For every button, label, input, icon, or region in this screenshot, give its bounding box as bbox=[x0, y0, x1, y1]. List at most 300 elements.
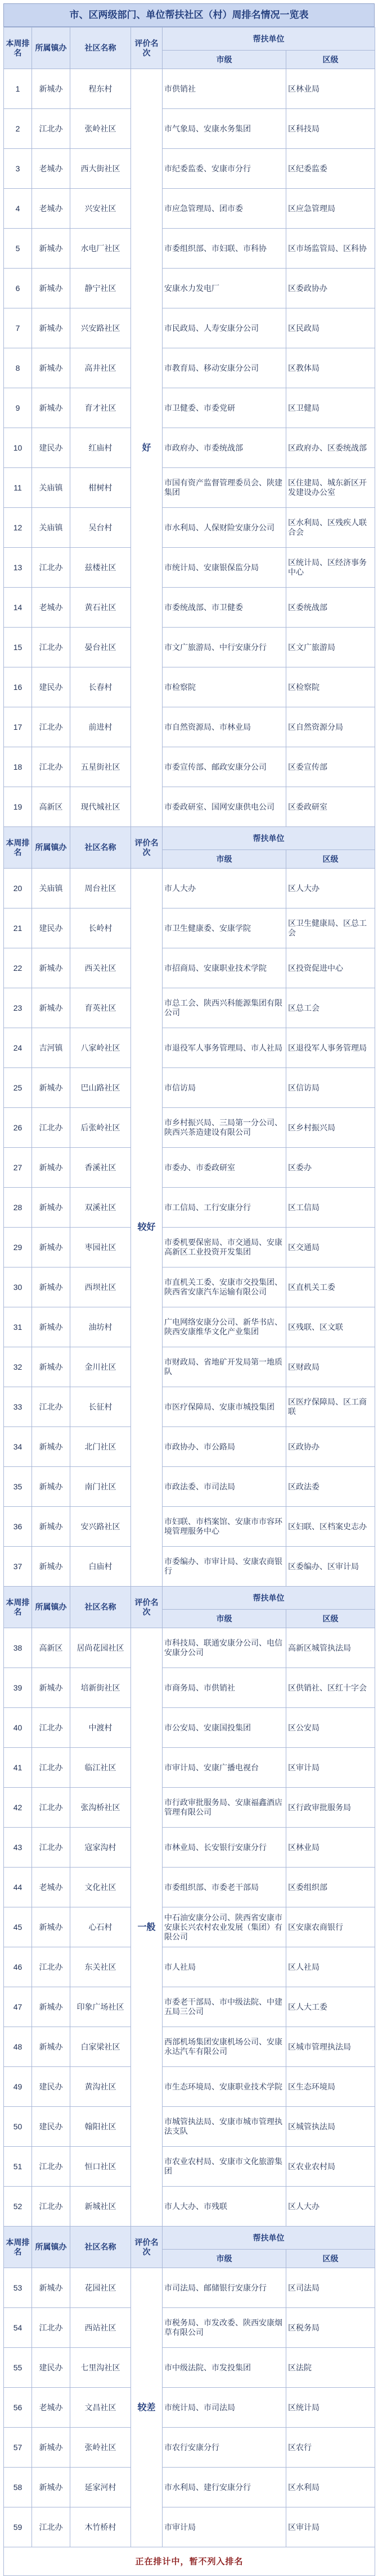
header-rank: 本周排名 bbox=[4, 827, 32, 869]
community-cell: 静宁社区 bbox=[70, 269, 131, 308]
table-row bbox=[4, 869, 375, 908]
community-cell: 油坊村 bbox=[70, 1307, 131, 1347]
town-cell: 关庙镇 bbox=[32, 468, 70, 508]
municipal-unit-cell: 市委组织部、市妇联、市科协 bbox=[163, 229, 286, 269]
table-row bbox=[4, 1507, 375, 1547]
header-help-unit: 帮扶单位 bbox=[163, 28, 375, 51]
municipal-unit-cell: 市民政局、人寿安康分公司 bbox=[163, 308, 286, 348]
district-unit-cell: 区委政协办 bbox=[286, 269, 375, 308]
municipal-unit-cell: 市检察院 bbox=[163, 667, 286, 707]
rank-cell: 7 bbox=[4, 308, 32, 348]
table-row bbox=[4, 109, 375, 149]
district-unit-cell: 区残联、区文联 bbox=[286, 1307, 375, 1347]
town-cell: 高新区 bbox=[32, 1628, 70, 1668]
header-row bbox=[4, 827, 375, 850]
table-row bbox=[4, 348, 375, 388]
header-rank: 本周排名 bbox=[4, 1587, 32, 1628]
municipal-unit-cell: 市政府办、市委统战部 bbox=[163, 428, 286, 468]
table-row bbox=[4, 707, 375, 747]
ranking-table-body bbox=[4, 28, 375, 2576]
header-town: 所属镇办 bbox=[32, 28, 70, 69]
municipal-unit-cell: 市委办、市委政研室 bbox=[163, 1148, 286, 1188]
rank-cell: 34 bbox=[4, 1427, 32, 1467]
district-unit-cell: 区政法委 bbox=[286, 1467, 375, 1507]
town-cell: 新城办 bbox=[32, 2027, 70, 2067]
community-cell: 张岭社区 bbox=[70, 2428, 131, 2468]
community-cell: 吴台村 bbox=[70, 508, 131, 548]
town-cell: 新城办 bbox=[32, 1267, 70, 1307]
table-row bbox=[4, 1307, 375, 1347]
district-unit-cell: 区委编办、区审计局 bbox=[286, 1547, 375, 1587]
district-unit-cell: 区行政审批服务局 bbox=[286, 1788, 375, 1828]
town-cell: 老城办 bbox=[32, 189, 70, 229]
rank-cell: 22 bbox=[4, 948, 32, 988]
district-unit-cell: 区生态环境局 bbox=[286, 2067, 375, 2107]
municipal-unit-cell: 市政法委、市司法局 bbox=[163, 1467, 286, 1507]
town-cell: 江北办 bbox=[32, 747, 70, 787]
page bbox=[3, 3, 375, 2576]
town-cell: 新城办 bbox=[32, 1907, 70, 1947]
community-cell: 西关社区 bbox=[70, 948, 131, 988]
municipal-unit-cell: 市林业局、长安银行安康分行 bbox=[163, 1828, 286, 1868]
table-row bbox=[4, 948, 375, 988]
rank-cell: 5 bbox=[4, 229, 32, 269]
rank-cell: 30 bbox=[4, 1267, 32, 1307]
rank-cell: 55 bbox=[4, 2348, 32, 2388]
rank-cell: 1 bbox=[4, 69, 32, 109]
table-row bbox=[4, 2187, 375, 2227]
municipal-unit-cell: 市生态环境局、安康职业技术学院 bbox=[163, 2067, 286, 2107]
header-district: 区级 bbox=[286, 1610, 375, 1628]
community-cell: 黄石社区 bbox=[70, 588, 131, 628]
municipal-unit-cell: 市卫生健康委、安康学院 bbox=[163, 908, 286, 948]
community-cell: 翰阳社区 bbox=[70, 2107, 131, 2147]
table-row bbox=[4, 2308, 375, 2348]
community-cell: 柑树村 bbox=[70, 468, 131, 508]
municipal-unit-cell: 市人社局 bbox=[163, 1947, 286, 1987]
district-unit-cell: 区委办 bbox=[286, 1148, 375, 1188]
district-unit-cell: 区市场监管局、区科协 bbox=[286, 229, 375, 269]
district-unit-cell: 区投资促进中心 bbox=[286, 948, 375, 988]
district-unit-cell: 区司法局 bbox=[286, 2268, 375, 2308]
district-unit-cell: 区税务局 bbox=[286, 2308, 375, 2348]
town-cell: 新城办 bbox=[32, 1068, 70, 1108]
rank-cell: 36 bbox=[4, 1507, 32, 1547]
municipal-unit-cell: 市财政局、省地矿开发局第一地质队 bbox=[163, 1347, 286, 1387]
district-unit-cell: 区教体局 bbox=[286, 348, 375, 388]
district-unit-cell: 区审计局 bbox=[286, 1748, 375, 1788]
district-unit-cell: 区财政局 bbox=[286, 1347, 375, 1387]
table-row bbox=[4, 1947, 375, 1987]
municipal-unit-cell: 市政协办、市公路局 bbox=[163, 1427, 286, 1467]
district-unit-cell: 区政协办 bbox=[286, 1427, 375, 1467]
table-row bbox=[4, 308, 375, 348]
community-cell: 白家梁社区 bbox=[70, 2027, 131, 2067]
community-cell: 寇家沟村 bbox=[70, 1828, 131, 1868]
town-cell: 江北办 bbox=[32, 2147, 70, 2187]
town-cell: 新城办 bbox=[32, 1307, 70, 1347]
table-row bbox=[4, 1028, 375, 1068]
community-cell: 程东村 bbox=[70, 69, 131, 109]
rank-cell: 17 bbox=[4, 707, 32, 747]
town-cell: 新城办 bbox=[32, 988, 70, 1028]
rank-cell: 49 bbox=[4, 2067, 32, 2107]
municipal-unit-cell: 市信访局 bbox=[163, 1068, 286, 1108]
table-row bbox=[4, 2268, 375, 2308]
district-unit-cell: 区检察院 bbox=[286, 667, 375, 707]
community-cell: 高井社区 bbox=[70, 348, 131, 388]
town-cell: 新城办 bbox=[32, 348, 70, 388]
district-unit-cell: 区水利局 bbox=[286, 2468, 375, 2507]
district-unit-cell: 区供销社、区红十字会 bbox=[286, 1668, 375, 1708]
municipal-unit-cell: 中石油安康分公司、陕西省安康市安康长兴农村农业发展（集团）有限公司 bbox=[163, 1907, 286, 1947]
town-cell: 新城办 bbox=[32, 1547, 70, 1587]
district-unit-cell: 区安康农商银行 bbox=[286, 1907, 375, 1947]
municipal-unit-cell: 市农业农村局、安康市文化旅游集团 bbox=[163, 2147, 286, 2187]
town-cell: 高新区 bbox=[32, 787, 70, 827]
municipal-unit-cell: 市人大办、市残联 bbox=[163, 2187, 286, 2227]
header-municipal: 市级 bbox=[163, 2250, 286, 2268]
table-row bbox=[4, 69, 375, 109]
municipal-unit-cell: 市卫健委、市委党研 bbox=[163, 388, 286, 428]
town-cell: 江北办 bbox=[32, 1708, 70, 1748]
table-row bbox=[4, 2147, 375, 2187]
district-unit-cell: 区水利局、区残疾人联合会 bbox=[286, 508, 375, 548]
rank-cell: 46 bbox=[4, 1947, 32, 1987]
district-unit-cell: 区人社局 bbox=[286, 1947, 375, 1987]
community-cell: 张沟桥社区 bbox=[70, 1788, 131, 1828]
rank-cell: 38 bbox=[4, 1628, 32, 1668]
rank-cell: 23 bbox=[4, 988, 32, 1028]
district-unit-cell: 区民政局 bbox=[286, 308, 375, 348]
rank-cell: 24 bbox=[4, 1028, 32, 1068]
rank-cell: 16 bbox=[4, 667, 32, 707]
rank-cell: 48 bbox=[4, 2027, 32, 2067]
district-unit-cell: 区总工会 bbox=[286, 988, 375, 1028]
header-grade: 评价名次 bbox=[131, 827, 163, 869]
table-row bbox=[4, 1547, 375, 1587]
community-cell: 晏台社区 bbox=[70, 628, 131, 667]
community-cell: 长春村 bbox=[70, 667, 131, 707]
municipal-unit-cell: 市工信局、工行安康分行 bbox=[163, 1188, 286, 1228]
district-unit-cell: 区法院 bbox=[286, 2348, 375, 2388]
community-cell: 巴山路社区 bbox=[70, 1068, 131, 1108]
rank-cell: 21 bbox=[4, 908, 32, 948]
rank-cell: 43 bbox=[4, 1828, 32, 1868]
town-cell: 江北办 bbox=[32, 1788, 70, 1828]
table-row bbox=[4, 269, 375, 308]
document-title: 市、区两级部门、单位帮扶社区（村）周排名情况一览表 bbox=[3, 3, 375, 27]
municipal-unit-cell: 市自然资源局、市林业局 bbox=[163, 707, 286, 747]
community-cell: 黄沟社区 bbox=[70, 2067, 131, 2107]
district-unit-cell: 区林业局 bbox=[286, 69, 375, 109]
community-cell: 培新街社区 bbox=[70, 1668, 131, 1708]
town-cell: 新城办 bbox=[32, 69, 70, 109]
table-row bbox=[4, 2468, 375, 2507]
rank-cell: 53 bbox=[4, 2268, 32, 2308]
table-row bbox=[4, 428, 375, 468]
table-row bbox=[4, 548, 375, 588]
municipal-unit-cell: 市审计局、安康广播电视台 bbox=[163, 1748, 286, 1788]
ranking-table bbox=[3, 27, 375, 2576]
note-row bbox=[4, 2547, 375, 2576]
table-row bbox=[4, 1907, 375, 1947]
table-row bbox=[4, 1868, 375, 1907]
community-cell: 兴安社区 bbox=[70, 189, 131, 229]
rank-cell: 33 bbox=[4, 1387, 32, 1427]
town-cell: 新城办 bbox=[32, 1987, 70, 2027]
rank-cell: 15 bbox=[4, 628, 32, 667]
community-cell: 长岭村 bbox=[70, 908, 131, 948]
community-cell: 育才社区 bbox=[70, 388, 131, 428]
rank-cell: 10 bbox=[4, 428, 32, 468]
community-cell: 心石村 bbox=[70, 1907, 131, 1947]
header-municipal: 市级 bbox=[163, 850, 286, 869]
table-row bbox=[4, 1788, 375, 1828]
district-unit-cell: 区城市管理执法局 bbox=[286, 2027, 375, 2067]
grade-cell: 较好 bbox=[131, 869, 163, 1587]
community-cell: 文昌社区 bbox=[70, 2388, 131, 2428]
town-cell: 江北办 bbox=[32, 628, 70, 667]
municipal-unit-cell: 市退役军人事务管理局、市人社局 bbox=[163, 1028, 286, 1068]
rank-cell: 47 bbox=[4, 1987, 32, 2027]
community-cell: 木竹桥村 bbox=[70, 2507, 131, 2547]
community-cell: 延家河村 bbox=[70, 2468, 131, 2507]
district-unit-cell: 区委宣传部 bbox=[286, 747, 375, 787]
district-unit-cell: 区林业局 bbox=[286, 1828, 375, 1868]
community-cell: 红庙村 bbox=[70, 428, 131, 468]
rank-cell: 54 bbox=[4, 2308, 32, 2348]
rank-cell: 26 bbox=[4, 1108, 32, 1148]
rank-cell: 40 bbox=[4, 1708, 32, 1748]
table-row bbox=[4, 908, 375, 948]
municipal-unit-cell: 市统计局、市司法局 bbox=[163, 2388, 286, 2428]
header-help-unit: 帮扶单位 bbox=[163, 1587, 375, 1610]
community-cell: 新城社区 bbox=[70, 2187, 131, 2227]
community-cell: 白庙村 bbox=[70, 1547, 131, 1587]
rank-cell: 3 bbox=[4, 149, 32, 189]
town-cell: 江北办 bbox=[32, 1828, 70, 1868]
rank-cell: 32 bbox=[4, 1347, 32, 1387]
table-row bbox=[4, 628, 375, 667]
municipal-unit-cell: 市科技局、联通安康分公司、电信安康分公司 bbox=[163, 1628, 286, 1668]
rank-cell: 14 bbox=[4, 588, 32, 628]
municipal-unit-cell: 市妇联、市档案馆、安康市市容环境管理服务中心 bbox=[163, 1507, 286, 1547]
header-help-unit: 帮扶单位 bbox=[163, 827, 375, 850]
rank-cell: 4 bbox=[4, 189, 32, 229]
community-cell: 西坝社区 bbox=[70, 1267, 131, 1307]
district-unit-cell: 区直机关工委 bbox=[286, 1267, 375, 1307]
town-cell: 新城办 bbox=[32, 1467, 70, 1507]
town-cell: 江北办 bbox=[32, 1947, 70, 1987]
rank-cell: 9 bbox=[4, 388, 32, 428]
header-district: 区级 bbox=[286, 51, 375, 69]
community-cell: 育英社区 bbox=[70, 988, 131, 1028]
town-cell: 新城办 bbox=[32, 948, 70, 988]
municipal-unit-cell: 市中级法院、市发投集团 bbox=[163, 2348, 286, 2388]
town-cell: 新城办 bbox=[32, 1668, 70, 1708]
town-cell: 新城办 bbox=[32, 269, 70, 308]
table-row bbox=[4, 988, 375, 1028]
grade-cell: 好 bbox=[131, 69, 163, 827]
district-unit-cell: 区统计局 bbox=[286, 2388, 375, 2428]
table-row bbox=[4, 1467, 375, 1507]
table-row bbox=[4, 1628, 375, 1668]
town-cell: 老城办 bbox=[32, 588, 70, 628]
table-row bbox=[4, 468, 375, 508]
header-row bbox=[4, 2227, 375, 2250]
header-town: 所属镇办 bbox=[32, 2227, 70, 2268]
municipal-unit-cell: 市水利局、人保财险安康分公司 bbox=[163, 508, 286, 548]
town-cell: 新城办 bbox=[32, 1188, 70, 1228]
district-unit-cell: 区应急管理局 bbox=[286, 189, 375, 229]
table-row bbox=[4, 1068, 375, 1108]
town-cell: 新城办 bbox=[32, 1347, 70, 1387]
town-cell: 建民办 bbox=[32, 2348, 70, 2388]
town-cell: 江北办 bbox=[32, 2187, 70, 2227]
rank-cell: 35 bbox=[4, 1467, 32, 1507]
table-row bbox=[4, 189, 375, 229]
town-cell: 建民办 bbox=[32, 428, 70, 468]
town-cell: 江北办 bbox=[32, 1108, 70, 1148]
table-row bbox=[4, 1427, 375, 1467]
rank-cell: 50 bbox=[4, 2107, 32, 2147]
table-row bbox=[4, 1828, 375, 1868]
municipal-unit-cell: 市医疗保障局、安康市城投集团 bbox=[163, 1387, 286, 1427]
municipal-unit-cell: 市司法局、邮储银行安康分行 bbox=[163, 2268, 286, 2308]
header-town: 所属镇办 bbox=[32, 1587, 70, 1628]
table-row bbox=[4, 2348, 375, 2388]
municipal-unit-cell: 市招商局、安康职业技术学院 bbox=[163, 948, 286, 988]
town-cell: 江北办 bbox=[32, 2308, 70, 2348]
rank-cell: 18 bbox=[4, 747, 32, 787]
header-municipal: 市级 bbox=[163, 51, 286, 69]
town-cell: 新城办 bbox=[32, 2468, 70, 2507]
community-cell: 香溪社区 bbox=[70, 1148, 131, 1188]
header-community: 社区名称 bbox=[70, 2227, 131, 2268]
district-unit-cell: 区科技局 bbox=[286, 109, 375, 149]
town-cell: 江北办 bbox=[32, 1748, 70, 1788]
rank-cell: 20 bbox=[4, 869, 32, 908]
table-row bbox=[4, 1188, 375, 1228]
municipal-unit-cell: 广电网络安康分公司、新华书店、陕西安康维华文化产业集团 bbox=[163, 1307, 286, 1347]
municipal-unit-cell: 市应急管理局、团市委 bbox=[163, 189, 286, 229]
municipal-unit-cell: 市人大办 bbox=[163, 869, 286, 908]
town-cell: 关庙镇 bbox=[32, 508, 70, 548]
community-cell: 花园社区 bbox=[70, 2268, 131, 2308]
town-cell: 新城办 bbox=[32, 1427, 70, 1467]
rank-cell: 11 bbox=[4, 468, 32, 508]
table-row bbox=[4, 2388, 375, 2428]
district-unit-cell: 区文广旅游局 bbox=[286, 628, 375, 667]
district-unit-cell: 区委组织部 bbox=[286, 1868, 375, 1907]
town-cell: 老城办 bbox=[32, 1868, 70, 1907]
header-community: 社区名称 bbox=[70, 1587, 131, 1628]
district-unit-cell: 区工信局 bbox=[286, 1188, 375, 1228]
municipal-unit-cell: 市乡村振兴局、三局第一分公司、陕西兴茶造建设有限公司 bbox=[163, 1108, 286, 1148]
district-unit-cell: 区交通局 bbox=[286, 1228, 375, 1267]
table-row bbox=[4, 2027, 375, 2067]
rank-cell: 8 bbox=[4, 348, 32, 388]
municipal-unit-cell: 市行政审批服务局、安康福鑫酒店管理有限公司 bbox=[163, 1788, 286, 1828]
district-unit-cell: 区卫健局 bbox=[286, 388, 375, 428]
rank-cell: 44 bbox=[4, 1868, 32, 1907]
header-grade: 评价名次 bbox=[131, 2227, 163, 2268]
town-cell: 新城办 bbox=[32, 1507, 70, 1547]
table-row bbox=[4, 588, 375, 628]
table-row bbox=[4, 2428, 375, 2468]
rank-cell: 12 bbox=[4, 508, 32, 548]
community-cell: 兴安路社区 bbox=[70, 308, 131, 348]
table-row bbox=[4, 787, 375, 827]
community-cell: 后张岭社区 bbox=[70, 1108, 131, 1148]
town-cell: 新城办 bbox=[32, 1148, 70, 1188]
district-unit-cell: 区农业农村局 bbox=[286, 2147, 375, 2187]
table-row bbox=[4, 2107, 375, 2147]
table-row bbox=[4, 2507, 375, 2547]
district-unit-cell: 区委统战部 bbox=[286, 588, 375, 628]
municipal-unit-cell: 市教育局、移动安康分公司 bbox=[163, 348, 286, 388]
community-cell: 前进村 bbox=[70, 707, 131, 747]
community-cell: 居尚花园社区 bbox=[70, 1628, 131, 1668]
rank-cell: 27 bbox=[4, 1148, 32, 1188]
table-row bbox=[4, 1387, 375, 1427]
municipal-unit-cell: 市公安局、安康国投集团 bbox=[163, 1708, 286, 1748]
town-cell: 新城办 bbox=[32, 2428, 70, 2468]
district-unit-cell: 区人大办 bbox=[286, 2187, 375, 2227]
rank-cell: 56 bbox=[4, 2388, 32, 2428]
district-unit-cell: 区自然资源分局 bbox=[286, 707, 375, 747]
header-row bbox=[4, 28, 375, 51]
town-cell: 建民办 bbox=[32, 908, 70, 948]
community-cell: 南门社区 bbox=[70, 1467, 131, 1507]
municipal-unit-cell: 市总工会、陕西兴科能源集团有限公司 bbox=[163, 988, 286, 1028]
town-cell: 建民办 bbox=[32, 2107, 70, 2147]
community-cell: 东关社区 bbox=[70, 1947, 131, 1987]
town-cell: 建民办 bbox=[32, 667, 70, 707]
district-unit-cell: 区人大办 bbox=[286, 869, 375, 908]
district-unit-cell: 区农行 bbox=[286, 2428, 375, 2468]
district-unit-cell: 区退役军人事务管理局 bbox=[286, 1028, 375, 1068]
town-cell: 新城办 bbox=[32, 2268, 70, 2308]
community-cell: 文化社区 bbox=[70, 1868, 131, 1907]
town-cell: 江北办 bbox=[32, 1387, 70, 1427]
table-row bbox=[4, 1267, 375, 1307]
municipal-unit-cell: 市委组织部、市委老干部局 bbox=[163, 1868, 286, 1907]
header-grade: 评价名次 bbox=[131, 28, 163, 69]
town-cell: 江北办 bbox=[32, 2507, 70, 2547]
rank-cell: 2 bbox=[4, 109, 32, 149]
table-row bbox=[4, 747, 375, 787]
municipal-unit-cell: 市商务局、市供销社 bbox=[163, 1668, 286, 1708]
table-row bbox=[4, 1108, 375, 1148]
rank-cell: 31 bbox=[4, 1307, 32, 1347]
town-cell: 关庙镇 bbox=[32, 869, 70, 908]
table-row bbox=[4, 1668, 375, 1708]
table-row bbox=[4, 388, 375, 428]
community-cell: 西站社区 bbox=[70, 2308, 131, 2348]
town-cell: 新城办 bbox=[32, 229, 70, 269]
municipal-unit-cell: 市国有资产监督管理委员会、陕建集团 bbox=[163, 468, 286, 508]
community-cell: 安兴路社区 bbox=[70, 1507, 131, 1547]
grade-cell: 较差 bbox=[131, 2268, 163, 2547]
table-row bbox=[4, 2067, 375, 2107]
district-unit-cell: 区住建局、城东新区开发建设办公室 bbox=[286, 468, 375, 508]
town-cell: 新城办 bbox=[32, 308, 70, 348]
community-cell: 临江社区 bbox=[70, 1748, 131, 1788]
town-cell: 新城办 bbox=[32, 388, 70, 428]
note-text: 正在排计中，暂不列入排名 bbox=[4, 2547, 375, 2576]
